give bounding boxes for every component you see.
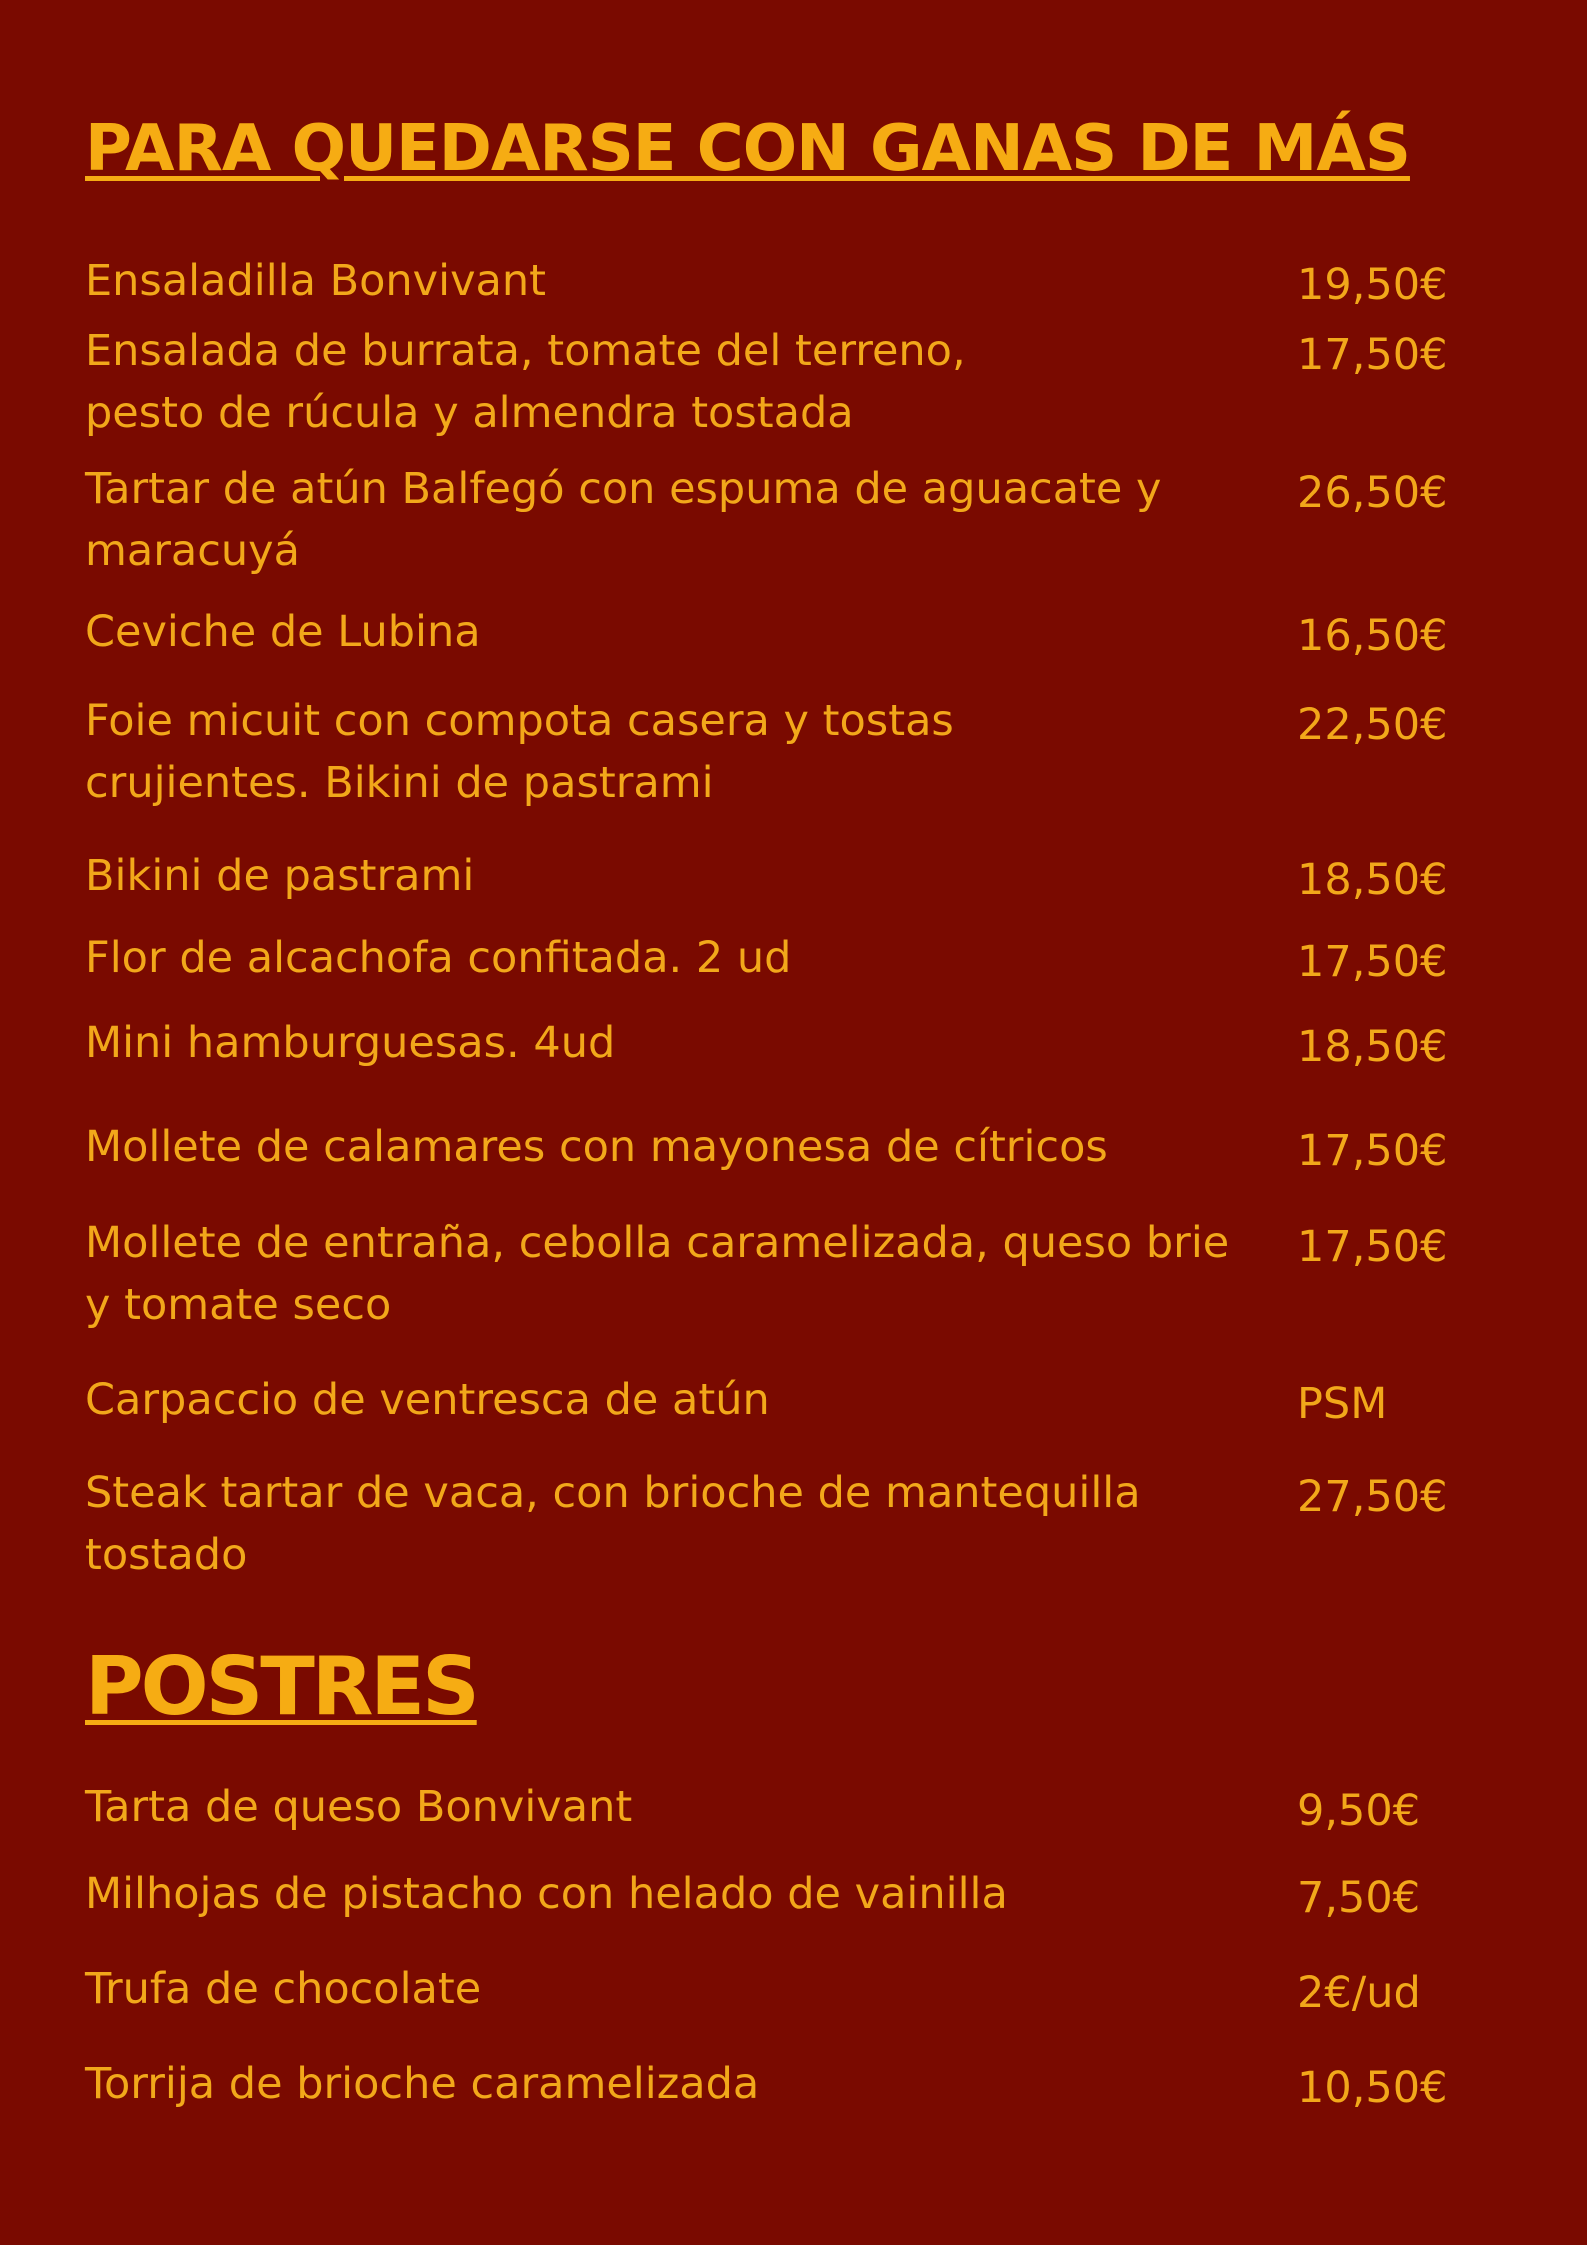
section-title-main: PARA QUEDARSE CON GANAS DE MÁS: [85, 112, 1410, 186]
menu-item-name: Tarta de queso Bonvivant: [85, 1782, 633, 1832]
menu-item-price: 2€/ud: [1297, 1968, 1421, 2018]
menu-item-price: 16,50€: [1297, 611, 1448, 661]
menu-item-name: Ensaladilla Bonvivant: [85, 256, 546, 306]
menu-item-name: Mollete de calamares con mayonesa de cítricos: [85, 1122, 1108, 1172]
menu-item-price: 9,50€: [1297, 1786, 1421, 1836]
menu-item-name: Ceviche de Lubina: [85, 607, 481, 657]
menu-item-price: 18,50€: [1297, 855, 1448, 905]
menu-item-price: PSM: [1297, 1379, 1388, 1429]
menu-item-name: Trufa de chocolate: [85, 1964, 482, 2014]
menu-item-name: Bikini de pastrami: [85, 851, 475, 901]
menu-item-price: 17,50€: [1297, 937, 1448, 987]
menu-item-name: Mini hamburguesas. 4ud: [85, 1018, 616, 1068]
menu-item-name: Foie micuit con compota casera y tostas crujientes. Bikini de pastrami: [85, 696, 954, 808]
menu-item-name: Steak tartar de vaca, con brioche de mantequilla tostado: [85, 1468, 1141, 1580]
menu-item-price: 27,50€: [1297, 1472, 1448, 1522]
menu-item-name: Flor de alcachofa confitada. 2 ud: [85, 933, 792, 983]
menu-item-name: Milhojas de pistacho con helado de vainilla: [85, 1869, 1008, 1919]
menu-item-price: 22,50€: [1297, 700, 1448, 750]
menu-item-price: 18,50€: [1297, 1022, 1448, 1072]
menu-item-name: Ensalada de burrata, tomate del terreno, pesto de rúcula y almendra tostada: [85, 326, 966, 438]
menu-item-price: 26,50€: [1297, 468, 1448, 518]
menu-item-price: 17,50€: [1297, 1222, 1448, 1272]
menu-item-name: Carpaccio de ventresca de atún: [85, 1375, 770, 1425]
menu-item-price: 17,50€: [1297, 1126, 1448, 1176]
menu-item-name: Torrija de brioche caramelizada: [85, 2059, 760, 2109]
section-title-postres: POSTRES: [85, 1640, 477, 1733]
menu-item-price: 10,50€: [1297, 2063, 1448, 2113]
menu-item-name: Mollete de entraña, cebolla caramelizada, queso brie y tomate seco: [85, 1218, 1230, 1330]
menu-item-price: 19,50€: [1297, 260, 1448, 310]
menu-item-price: 7,50€: [1297, 1873, 1421, 1923]
menu-item-price: 17,50€: [1297, 330, 1448, 380]
menu-item-name: Tartar de atún Balfegó con espuma de aguacate y maracuyá: [85, 464, 1162, 576]
